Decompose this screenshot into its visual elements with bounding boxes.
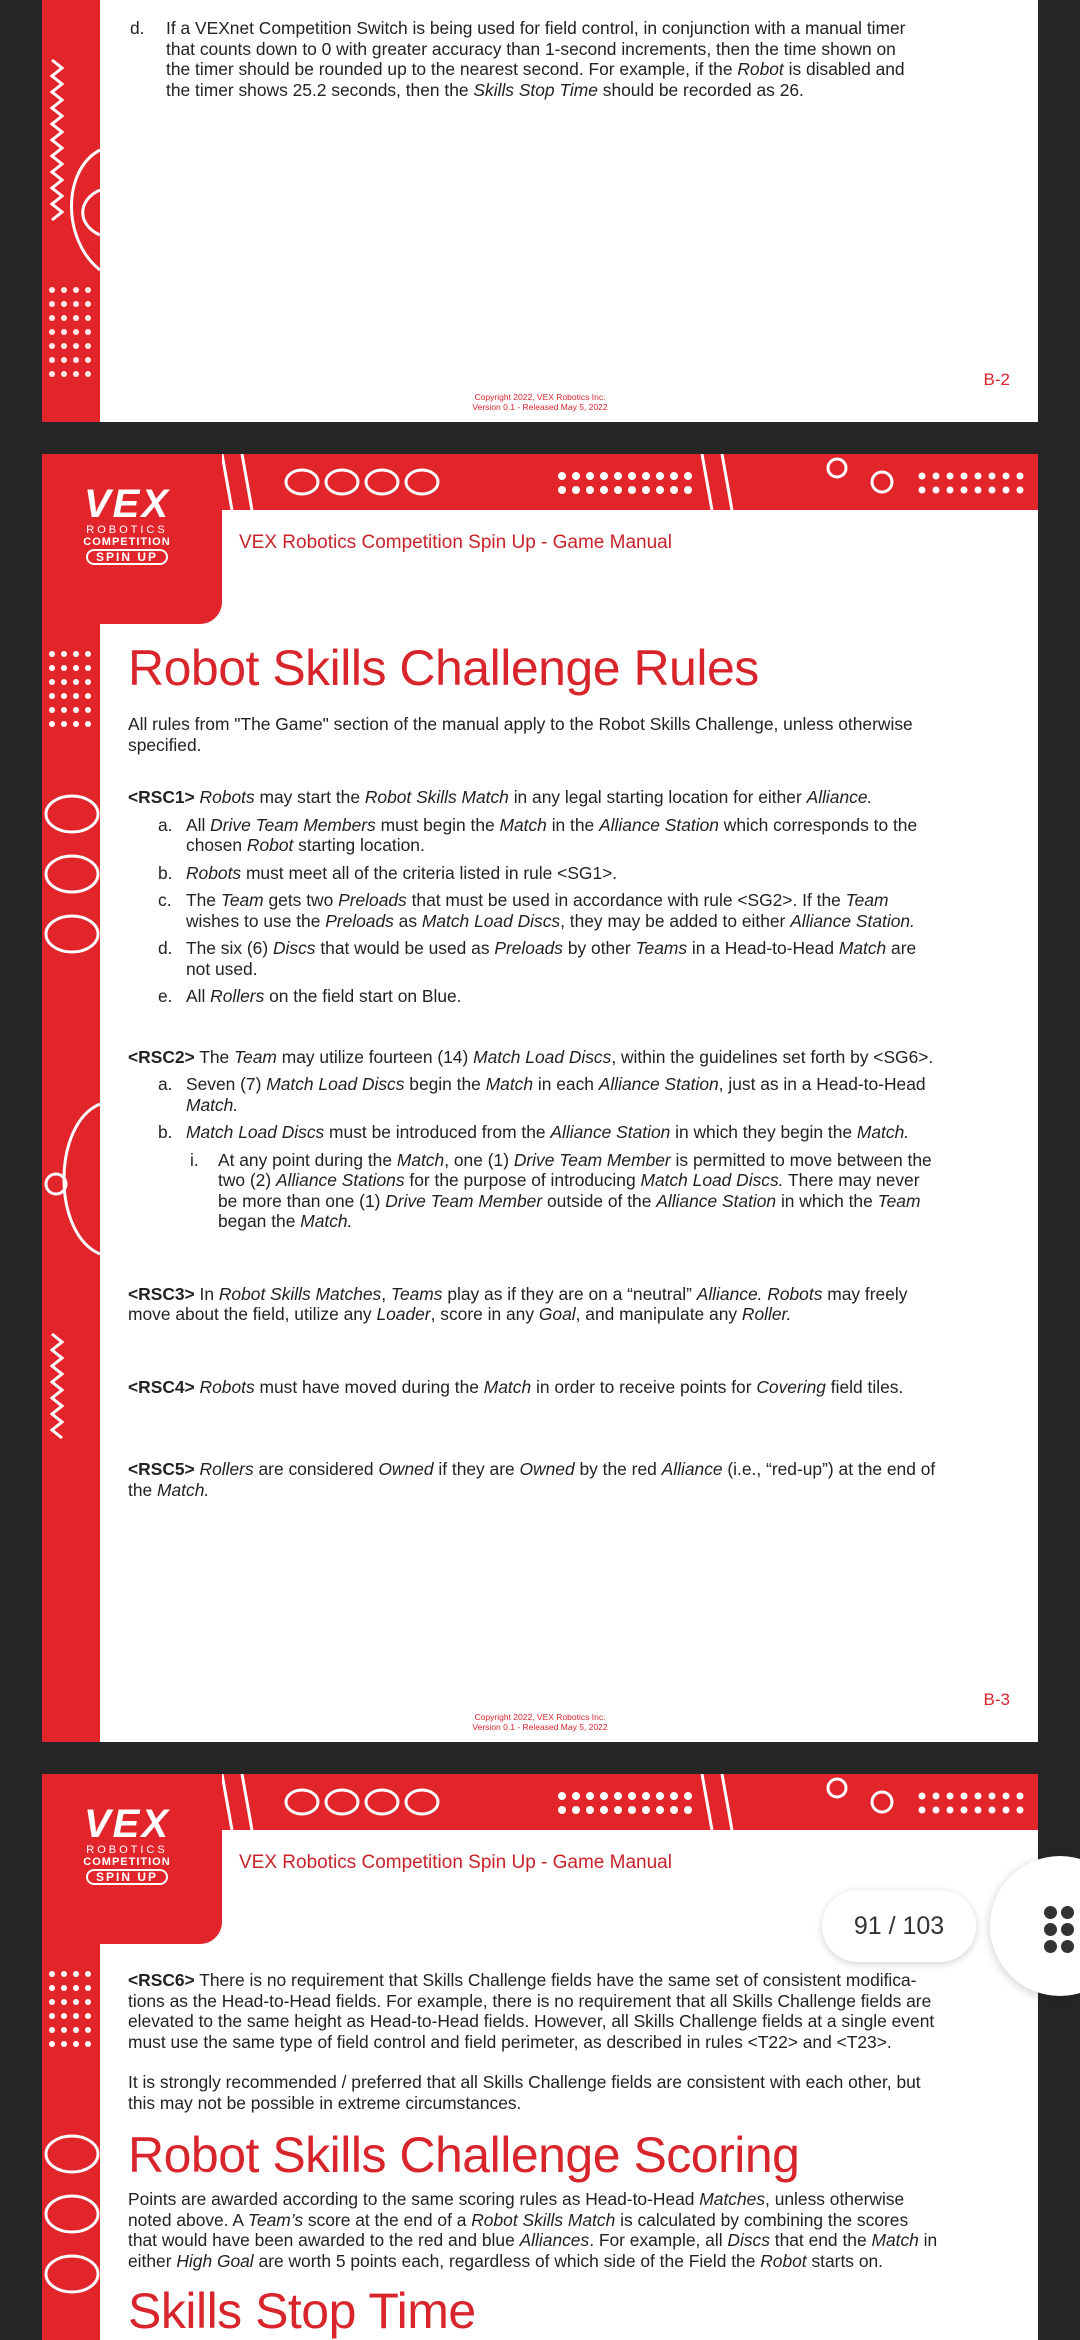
rule-line	[186, 863, 976, 884]
rule-line	[128, 2230, 976, 2251]
text-run: All	[186, 986, 211, 1006]
text-run: move about the field, utilize any	[128, 1304, 377, 1324]
intro-line: All rules from "The Game" section of the manual apply to the Robot Skills Challenge, unless otherwise	[128, 714, 913, 734]
italic-run: Owned	[378, 1459, 434, 1479]
logo-competition: COMPETITION	[83, 1856, 171, 1868]
italic-run: Robot Skills Match	[471, 2209, 616, 2230]
text-run: tions as the Head-to-Head fields. For example, there is no requirement that all Skills Challenge fields are	[128, 1990, 932, 2011]
rule-line	[218, 1211, 976, 1232]
intro-paragraph	[128, 714, 976, 755]
rule-line	[186, 815, 976, 836]
sidebar-decoration	[42, 0, 100, 422]
rule-line	[166, 59, 905, 80]
text-run: may freely	[822, 1283, 908, 1304]
version-text: Version 0.1 - Released May 5, 2022	[472, 1722, 608, 1732]
italic-run: Match.	[157, 1479, 210, 1500]
rule-line	[218, 1191, 976, 1212]
text-run: must be introduced from the	[324, 1122, 551, 1142]
italic-run: Match Load Discs	[266, 1074, 405, 1094]
italic-run: Preloads	[338, 890, 407, 910]
section-title: Robot Skills Challenge Rules	[128, 640, 759, 696]
rule-line	[186, 1095, 976, 1116]
italic-run: Robot	[737, 59, 784, 79]
logo-spinup: SPIN UP	[86, 1869, 168, 1885]
item-marker: d.	[130, 18, 145, 38]
text-run: in any legal starting location for either	[508, 787, 807, 807]
text-run: outside of the	[542, 1190, 657, 1211]
section-title-next: Skills Stop Time	[128, 2283, 476, 2339]
italic-run: Preloads	[494, 938, 563, 958]
text-run: must begin the	[375, 814, 500, 835]
recommendation-line: this may not be possible in extreme circumstances.	[128, 2092, 522, 2113]
text-run: in the	[546, 814, 600, 835]
text-run: began the	[218, 1211, 301, 1231]
text-run: , unless otherwise	[765, 2189, 905, 2209]
rule-line	[186, 959, 976, 980]
rule-line	[218, 1170, 976, 1191]
text-run: not used.	[186, 958, 258, 979]
text-run: in each	[533, 1074, 599, 1094]
page-content	[128, 640, 976, 1500]
italic-run: Match Load Discs	[186, 1122, 325, 1142]
text-run: on the field start on Blue.	[264, 986, 462, 1006]
rule-line	[128, 1459, 976, 1480]
text-run: Seven (7)	[186, 1074, 267, 1094]
italic-run: Teams	[635, 938, 688, 958]
text-run: in a Head-to-Head	[687, 938, 839, 958]
italic-run: Alliance Stations	[275, 1170, 405, 1190]
copyright-text: Copyright 2022, VEX Robotics Inc.	[474, 1712, 606, 1722]
rule-line	[128, 1047, 976, 1068]
italic-run: Covering	[756, 1376, 826, 1397]
rule-line	[218, 1150, 976, 1171]
rule-line	[128, 1480, 976, 1501]
rule-item-d	[130, 18, 976, 100]
vex-logo	[72, 484, 182, 566]
text-run: wishes to use the	[186, 910, 326, 931]
rule-sub-item	[128, 815, 976, 856]
rule-line	[128, 1970, 976, 1991]
rule-sub-item	[128, 938, 976, 979]
text-run: The	[186, 890, 221, 910]
italic-run: Robot	[246, 835, 294, 855]
text-run: the timer shows 25.2 seconds, then the	[166, 79, 474, 100]
italic-run: Owned	[519, 1459, 575, 1479]
rule-id: <RSC4>	[128, 1376, 195, 1397]
manual-page-b3	[42, 454, 1038, 1742]
text-run: There may never	[783, 1170, 920, 1190]
item-marker: e.	[158, 986, 173, 1006]
italic-run: Drive Team Member	[385, 1190, 543, 1211]
rule-line	[128, 1377, 976, 1398]
italic-run: Team	[234, 1046, 277, 1067]
text-run: In	[194, 1283, 219, 1304]
italic-run: Team	[845, 890, 889, 910]
text-run: chosen	[186, 835, 247, 855]
rule-line	[128, 787, 976, 808]
italic-run: Drive Team Members	[210, 814, 376, 835]
italic-run: Drive Team Member	[513, 1149, 671, 1170]
page-number: B-3	[983, 1690, 1010, 1709]
text-run: the timer should be rounded up to the nearest second. For example, if the	[166, 59, 738, 79]
italic-run: Alliance	[661, 1459, 723, 1479]
item-marker: b.	[158, 862, 173, 883]
text-run: The six (6)	[186, 938, 273, 958]
italic-run: Alliances	[519, 2230, 590, 2250]
red-sidebar	[42, 0, 100, 422]
text-run: play as if they are on a “neutral”	[442, 1283, 697, 1304]
rule-line	[128, 1991, 976, 2012]
italic-run: Match.	[186, 1094, 239, 1115]
manual-page-b4	[42, 1774, 1038, 2340]
rule-line	[186, 1074, 976, 1095]
recommendation-line: It is strongly recommended / preferred that all Skills Challenge fields are consistent with each other, but	[128, 2072, 921, 2092]
rule-statement	[128, 1459, 976, 1500]
manual-title: VEX Robotics Competition Spin Up - Game Manual	[239, 1852, 672, 1873]
manual-page-b2	[42, 0, 1038, 422]
text-run: which corresponds to the	[718, 814, 918, 835]
text-run: starting location.	[293, 835, 425, 855]
rule-rsc2	[128, 1047, 976, 1232]
text-run: There is no requirement that Skills Challenge fields have the same set of consistent modifica-	[194, 1970, 917, 1990]
rule-line	[186, 1122, 976, 1143]
italic-run: Match	[485, 1074, 534, 1094]
rule-statement	[128, 1047, 976, 1068]
rule-line	[128, 2011, 976, 2032]
text-run: that must be used in accordance with rule <SG2>. If the	[406, 890, 846, 910]
rule-sub-item	[128, 1074, 976, 1115]
text-run: may utilize fourteen (14)	[276, 1046, 474, 1067]
text-run: All	[186, 814, 211, 835]
rule-id: <RSC5>	[128, 1459, 195, 1479]
logo-block	[42, 454, 222, 624]
text-run: begin the	[404, 1074, 486, 1094]
italic-run: Preloads	[325, 910, 394, 931]
text-run: as	[393, 910, 422, 931]
italic-run: Robots	[199, 787, 255, 807]
italic-run: Match Load Discs	[473, 1046, 612, 1067]
italic-run: Team	[877, 1190, 921, 1211]
text-run: starts on.	[806, 2250, 883, 2271]
italic-run: Goal	[538, 1304, 576, 1324]
italic-run: Robot Skills Matches	[218, 1283, 382, 1304]
text-run: are considered	[253, 1459, 379, 1479]
rule-line	[186, 938, 976, 959]
italic-run: Loader	[376, 1304, 431, 1324]
text-run: by the red	[574, 1459, 662, 1479]
italic-run: Rollers	[199, 1459, 254, 1479]
italic-run: Robots	[186, 862, 242, 883]
italic-run: Team’s	[247, 2209, 304, 2230]
text-run: elevated to the same height as Head-to-Head fields. However, all Skills Challenge fields at a single event	[128, 2011, 935, 2031]
intro-line: specified.	[128, 734, 202, 755]
rule-line	[128, 1304, 976, 1325]
text-run: in	[918, 2230, 938, 2250]
manual-title: VEX Robotics Competition Spin Up - Game Manual	[239, 532, 672, 553]
italic-run: Robot Skills Match	[364, 787, 509, 807]
italic-run: Match.	[300, 1211, 353, 1231]
page-number: B-2	[983, 370, 1010, 389]
italic-run: High Goal	[176, 2250, 254, 2271]
italic-run: Roller.	[741, 1304, 792, 1324]
rule-line	[186, 835, 976, 856]
italic-run: Match	[499, 814, 547, 835]
italic-run: Teams	[390, 1283, 443, 1304]
text-run: is calculated by combining the scores	[615, 2209, 909, 2230]
text-run: , score in any	[430, 1304, 539, 1324]
italic-run: Team	[220, 890, 264, 910]
italic-run: Alliance. Robots	[696, 1283, 823, 1304]
text-run: score at the end of a	[303, 2209, 472, 2230]
text-run: , one (1)	[444, 1149, 514, 1170]
text-run: ,	[381, 1283, 391, 1304]
italic-run: Alliance Station	[598, 1074, 719, 1094]
text-run: by other	[563, 938, 636, 958]
rule-statement	[128, 787, 976, 808]
text-run: for the purpose of introducing	[404, 1170, 641, 1190]
rule-text	[166, 18, 905, 100]
version-text: Version 0.1 - Released May 5, 2022	[472, 402, 608, 412]
logo-block	[42, 1774, 222, 1944]
italic-run: Alliance Station.	[790, 910, 915, 931]
text-run: in order to receive points for	[531, 1376, 757, 1397]
copyright-text: Copyright 2022, VEX Robotics Inc.	[474, 392, 606, 402]
vex-logo	[72, 1804, 182, 1886]
rule-rsc4	[128, 1377, 976, 1398]
rule-id: <RSC3>	[128, 1283, 195, 1304]
rule-line	[166, 80, 905, 101]
text-run: that would be used as	[315, 938, 495, 958]
rule-id: <RSC6>	[128, 1970, 195, 1990]
italic-run: Alliance Station	[656, 1190, 777, 1211]
rule-rsc3	[128, 1284, 976, 1325]
rule-line	[128, 2189, 976, 2210]
text-run: are	[886, 938, 917, 958]
rule-line	[128, 2210, 976, 2231]
item-marker: d.	[158, 938, 173, 958]
page-content	[128, 1970, 976, 2339]
item-marker: a.	[158, 814, 173, 835]
rule-line	[128, 2251, 976, 2272]
text-run: is disabled and	[783, 59, 905, 79]
rule-line: If a VEXnet Competition Switch is being used for field control, in conjunction with a manual timer	[166, 18, 906, 38]
rule-statement	[128, 1284, 976, 1325]
italic-run: Match	[871, 2230, 919, 2250]
text-run: (i.e., “red-up”) at the end of	[722, 1459, 936, 1479]
text-run: . For example, all	[589, 2230, 728, 2250]
text-run: , just as in a Head-to-Head	[718, 1074, 926, 1094]
sidebar-decoration	[42, 454, 100, 1742]
text-run: , and manipulate any	[575, 1304, 742, 1324]
text-run: may start the	[254, 787, 365, 807]
italic-run: Robots	[199, 1376, 255, 1397]
text-run: must have moved during the	[254, 1376, 484, 1397]
italic-run: Matches	[699, 2189, 766, 2209]
rule-sub-item	[128, 890, 976, 931]
page-counter[interactable]: 91 / 103	[822, 1890, 976, 1962]
text-run: that end the	[769, 2230, 872, 2250]
rule-statement	[128, 1970, 976, 2052]
rule-sub-item	[128, 986, 976, 1007]
italic-run: Alliance Station	[599, 814, 719, 835]
rule-sub-item	[128, 1150, 976, 1232]
rule-line	[186, 986, 976, 1007]
rule-line	[128, 2032, 976, 2053]
text-run: Points are awarded according to the same scoring rules as Head-to-Head	[128, 2189, 700, 2209]
text-run: that would have been awarded to the red and blue	[128, 2230, 520, 2250]
rule-id: <RSC2>	[128, 1046, 195, 1067]
italic-run: Skills Stop Time	[473, 79, 598, 100]
text-run: two (2)	[218, 1170, 276, 1190]
text-run: should be recorded as 26.	[597, 79, 804, 100]
italic-run: Match Load Discs.	[640, 1170, 784, 1190]
item-marker: b.	[158, 1122, 173, 1142]
red-sidebar	[42, 454, 100, 1742]
text-run: is permitted to move between the	[670, 1149, 932, 1170]
text-run: gets two	[263, 890, 339, 910]
rule-rsc1	[128, 787, 976, 1007]
text-run: noted above. A	[128, 2209, 248, 2230]
text-run: , they may be added to either	[560, 910, 791, 931]
rule-line	[186, 890, 976, 911]
rule-line	[128, 1284, 976, 1305]
italic-run: Match Load Discs	[421, 910, 561, 931]
italic-run: Match.	[856, 1122, 910, 1142]
rule-sub-item	[128, 863, 976, 884]
logo-competition: COMPETITION	[83, 536, 171, 548]
logo-robotics: ROBOTICS	[86, 1844, 168, 1856]
item-marker: a.	[158, 1074, 173, 1094]
text-run: in which the	[776, 1190, 878, 1211]
text-run: must meet all of the criteria listed in rule <SG1>.	[241, 862, 618, 883]
page-footer	[42, 1712, 1038, 1732]
rule-line: that counts down to 0 with greater accuracy than 1-second increments, then the time shown on	[166, 38, 896, 59]
text-run: field tiles.	[825, 1376, 904, 1397]
page-footer	[42, 392, 1038, 412]
text-run: At any point during the	[218, 1149, 397, 1170]
text-run: in which they begin the	[670, 1122, 857, 1142]
text-run: be more than one (1)	[218, 1190, 386, 1211]
italic-run: Match	[838, 938, 887, 958]
text-run: the	[128, 1479, 158, 1500]
text-run: The	[194, 1046, 235, 1067]
italic-run: Alliance Station	[550, 1122, 671, 1142]
rule-sub-item	[128, 1122, 976, 1143]
italic-run: Alliance.	[806, 787, 873, 807]
recommendation-paragraph	[128, 2072, 976, 2113]
italic-run: Discs	[272, 938, 316, 958]
scoring-paragraph	[128, 2189, 976, 2271]
text-run: either	[128, 2250, 177, 2271]
item-marker: c.	[158, 890, 172, 910]
rule-id: <RSC1>	[128, 787, 195, 807]
text-run: , within the guidelines set forth by <SG6>.	[611, 1046, 934, 1067]
rule-rsc6	[128, 1970, 976, 2052]
text-run: must use the same type of field control and field perimeter, as described in rules <T22> and <T23>.	[128, 2031, 892, 2052]
section-title: Robot Skills Challenge Scoring	[128, 2127, 800, 2183]
rule-rsc5	[128, 1459, 976, 1500]
rule-line	[186, 911, 976, 932]
italic-run: Robot	[760, 2250, 807, 2271]
text-run: are worth 5 points each, regardless of which side of the Field the	[253, 2250, 761, 2271]
italic-run: Match	[483, 1376, 532, 1397]
italic-run: Match	[396, 1149, 445, 1170]
italic-run: Discs	[727, 2230, 770, 2250]
logo-vex: VEX	[83, 482, 171, 526]
logo-robotics: ROBOTICS	[86, 524, 168, 536]
logo-vex: VEX	[83, 1802, 171, 1846]
logo-spinup: SPIN UP	[86, 549, 168, 565]
rule-statement	[128, 1377, 976, 1398]
italic-run: Rollers	[210, 986, 265, 1006]
item-marker: i.	[190, 1149, 199, 1170]
text-run: if they are	[433, 1459, 520, 1479]
